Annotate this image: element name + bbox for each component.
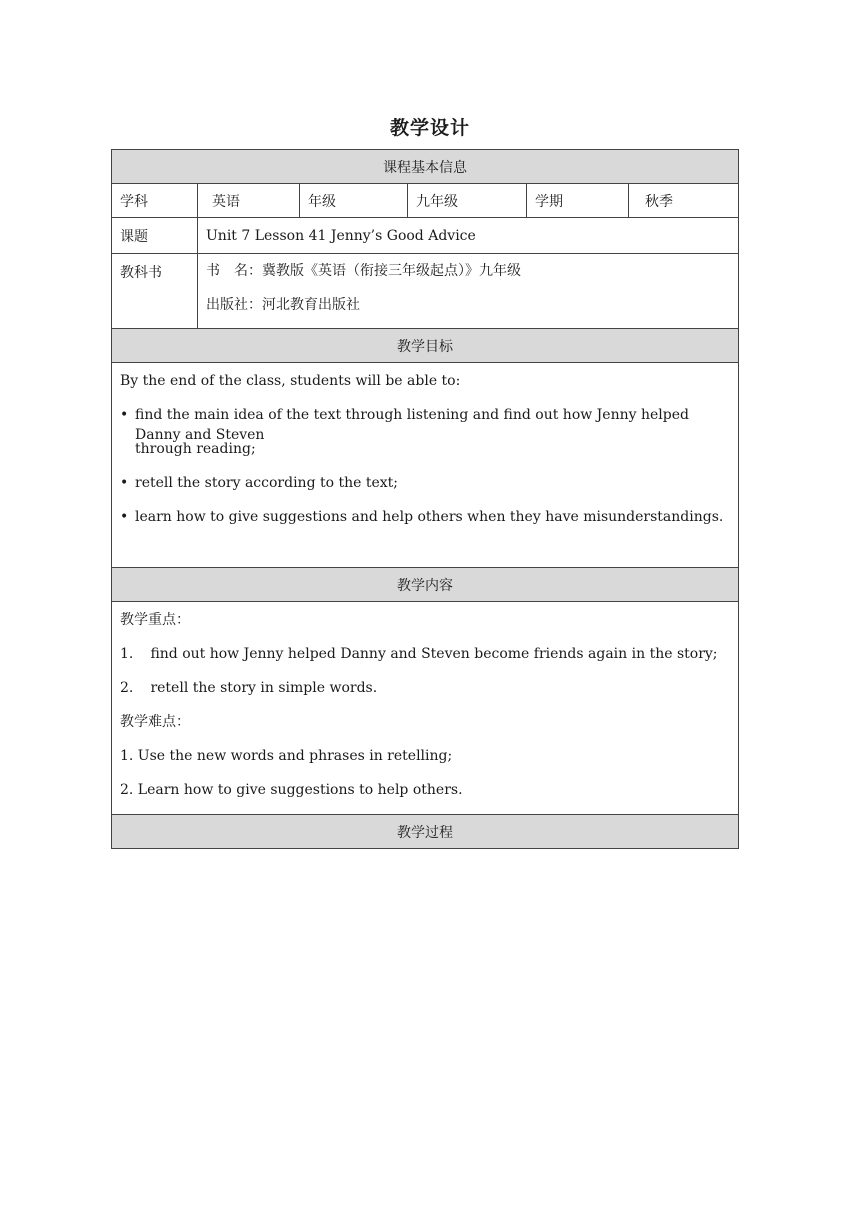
process-header-row bbox=[112, 815, 739, 849]
textbook-row bbox=[112, 254, 739, 329]
content-header: 教学内容 bbox=[112, 568, 739, 602]
content-body-row bbox=[112, 602, 739, 815]
objective-text: retell the story according to the text; bbox=[135, 475, 399, 491]
objective-text: find the main idea of the text through listening and find out how Jenny helped Danny and Steven bbox=[135, 407, 689, 443]
subject-row bbox=[112, 184, 739, 218]
topic-label: 课题 bbox=[112, 218, 198, 254]
objective-item bbox=[120, 405, 730, 443]
textbook-publisher: 出版社：河北教育出版社 bbox=[206, 297, 360, 313]
topic-value: Unit 7 Lesson 41 Jenny’s Good Advice bbox=[198, 218, 739, 254]
content-header-row bbox=[112, 568, 739, 602]
objective-item bbox=[120, 473, 730, 507]
basic-info-header: 课程基本信息 bbox=[112, 150, 739, 184]
grade-value: 九年级 bbox=[408, 184, 527, 218]
objective-item bbox=[120, 507, 730, 541]
objective-item-continuation: through reading; bbox=[135, 441, 256, 457]
topic-row bbox=[112, 218, 739, 254]
key-point-text: find out how Jenny helped Danny and Steven become friends again in the story; bbox=[150, 646, 718, 662]
key-points-label: 教学重点： bbox=[120, 612, 190, 628]
objectives-body bbox=[112, 363, 739, 568]
grade-label: 年级 bbox=[300, 184, 408, 218]
bullet-icon: • bbox=[120, 509, 129, 525]
subject-value: 英语 bbox=[198, 184, 300, 218]
textbook-info bbox=[198, 254, 739, 329]
key-point-text: retell the story in simple words. bbox=[150, 680, 378, 696]
key-point-number: 1. bbox=[120, 646, 134, 662]
page-title: 教学设计 bbox=[389, 117, 470, 139]
subject-label: 学科 bbox=[112, 184, 198, 218]
term-value: 秋季 bbox=[629, 184, 739, 218]
key-point-number: 2. bbox=[120, 680, 134, 696]
difficulty-item: 1. Use the new words and phrases in retelling; bbox=[120, 748, 453, 764]
key-point-item bbox=[120, 678, 730, 712]
key-point-item bbox=[120, 644, 730, 678]
objectives-header-row bbox=[112, 329, 739, 363]
textbook-name: 书 名：冀教版《英语（衔接三年级起点）》九年级 bbox=[206, 263, 521, 279]
objective-text: learn how to give suggestions and help others when they have misunderstandings. bbox=[135, 509, 724, 525]
textbook-label: 教科书 bbox=[112, 254, 198, 329]
lesson-plan-table bbox=[111, 149, 739, 849]
difficulty-item: 2. Learn how to give suggestions to help others. bbox=[120, 782, 463, 798]
bullet-icon: • bbox=[120, 407, 129, 423]
basic-info-header-row bbox=[112, 150, 739, 184]
objectives-intro: By the end of the class, students will be able to: bbox=[120, 373, 461, 389]
objectives-header: 教学目标 bbox=[112, 329, 739, 363]
process-header: 教学过程 bbox=[112, 815, 739, 849]
bullet-icon: • bbox=[120, 475, 129, 491]
content-body bbox=[112, 602, 739, 815]
term-label: 学期 bbox=[527, 184, 629, 218]
objectives-body-row bbox=[112, 363, 739, 568]
difficulties-label: 教学难点： bbox=[120, 714, 190, 730]
